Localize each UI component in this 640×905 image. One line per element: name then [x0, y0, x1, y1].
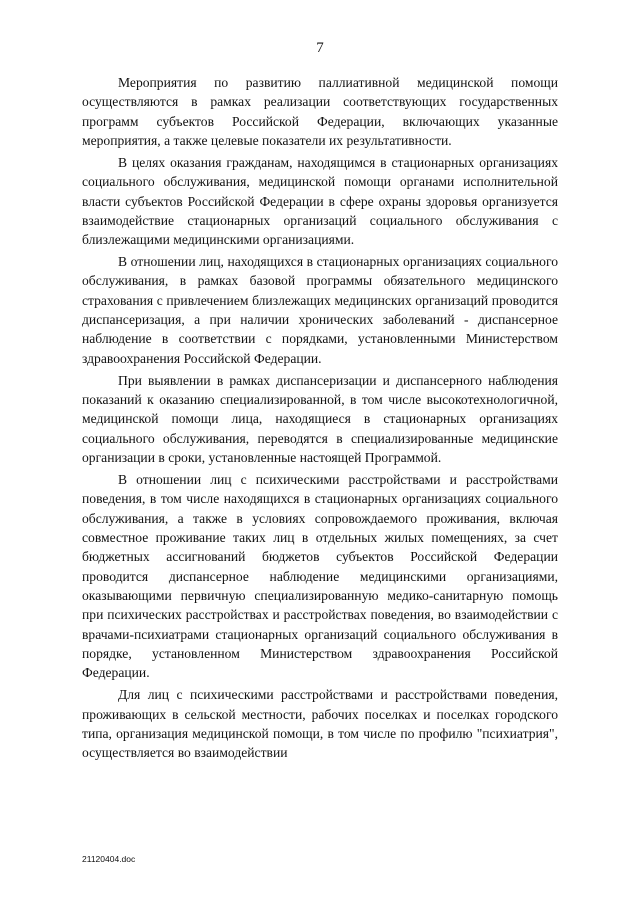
page-number: 7 — [316, 40, 324, 56]
paragraph: В отношении лиц с психическими расстройствами и расстройствами поведения, в том числе находящихся в стационарных организациях социального обслуживания, а также в условиях сопровождаемого проживания, включая совместное проживание таких лиц в отдельных жилых помещениях, за счет бюджетных ассигнований бюджетов субъектов Российской Федерации проводится диспансерное наблюдение медицинскими организациями, оказывающими первичную специализированную медико-санитарную помощь при психических расстройствах и расстройствах поведения, во взаимодействии с врачами-психиатрами стационарных организаций социального обслуживания в порядке, установленном Министерством здравоохранения Российской Федерации. — [82, 471, 558, 681]
paragraph: В отношении лиц, находящихся в стационарных организациях социального обслуживания, в рамках базовой программы обязательного медицинского страхования с привлечением близлежащих медицинских организаций проводится диспансеризация, а при наличии хронических заболеваний - диспансерное наблюдение в соответствии с порядками, установленными Министерством здравоохранения Российской Федерации. — [82, 254, 558, 366]
paragraph: Для лиц с психическими расстройствами и расстройствами поведения, проживающих в сельской местности, рабочих поселках и поселках городского типа, организация медицинской помощи, в том числе по профилю "психиатрия", осуществляется во взаимодействии — [82, 687, 558, 761]
document-file-code: 21120404.doc — [82, 854, 136, 864]
paragraph: При выявлении в рамках диспансеризации и диспансерного наблюдения показаний к оказанию специализированной, в том числе высокотехнологичной, медицинской помощи лица, находящиеся в стационарных организациях социального обслуживания, переводятся в специализированные медицинские организации в сроки, установленные настоящей Программой. — [82, 372, 558, 466]
document-body — [82, 73, 558, 765]
paragraph: В целях оказания гражданам, находящимся в стационарных организациях социального обслуживания, медицинской помощи органами исполнительной власти субъектов Российской Федерации в сфере охраны здоровья организуется взаимодействие стационарных организаций социального обслуживания с близлежащими медицинскими организациями. — [82, 154, 558, 248]
paragraph: Мероприятия по развитию паллиативной медицинской помощи осуществляются в рамках реализации соответствующих государственных программ субъектов Российской Федерации, включающих указанные мероприятия, а также целевые показатели их результативности. — [82, 75, 558, 149]
